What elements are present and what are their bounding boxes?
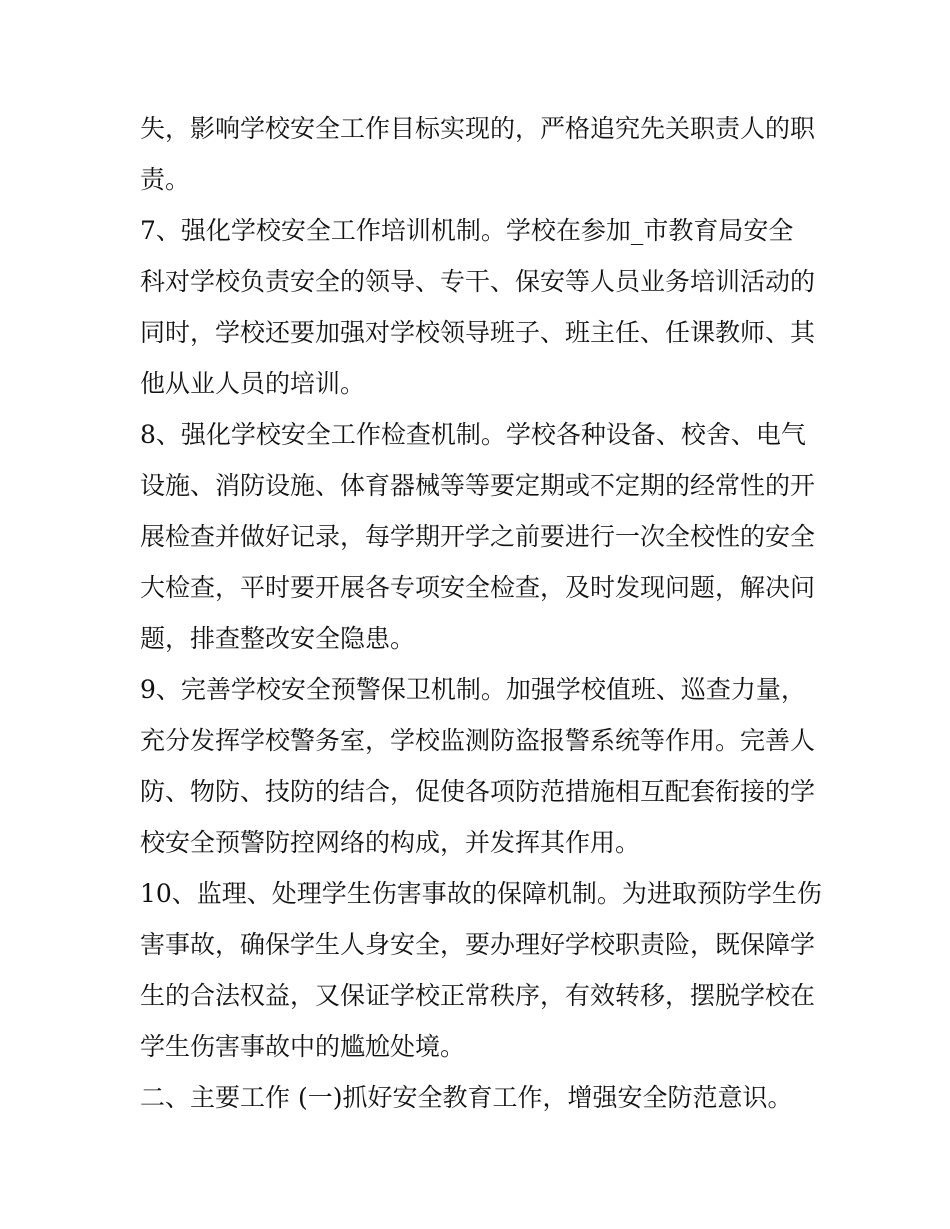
body-text (140, 103, 820, 1123)
text-line: 展检查并做好记录，每学期开学之前要进行一次全校性的安全 (140, 522, 816, 551)
text-line: 二、主要工作 (一)抓好安全教育工作，增强安全防范意识。 (140, 1083, 793, 1112)
text-line: 充分发挥学校警务室，学校监测防盗报警系统等作用。完善人 (140, 726, 816, 755)
text-line: 大检查，平时要开展各专项安全检查，及时发现问题，解决问 (140, 573, 816, 602)
text-line: 他从业人员的培训。 (140, 369, 366, 398)
text-line: 害事故，确保学生人身安全，要办理好学校职责险，既保障学 (140, 930, 816, 959)
text-line: 题，排查整改安全隐患。 (140, 624, 416, 653)
text-line: 7、强化学校安全工作培训机制。学校在参加_市教育局安全 (140, 216, 794, 245)
text-line: 生的合法权益，又保证学校正常秩序，有效转移，摆脱学校在 (140, 981, 816, 1010)
text-line: 同时，学校还要加强对学校领导班子、班主任、任课教师、其 (140, 318, 816, 347)
text-line: 9、完善学校安全预警保卫机制。加强学校值班、巡查力量， (140, 675, 806, 704)
text-line: 8、强化学校安全工作检查机制。学校各种设备、校舍、电气 (140, 420, 806, 449)
text-line: 失，影响学校安全工作目标实现的，严格追究先关职责人的职 (140, 114, 816, 143)
text-line: 科对学校负责安全的领导、专干、保安等人员业务培训活动的 (140, 267, 816, 296)
text-line: 校安全预警防控网络的构成，并发挥其作用。 (140, 828, 641, 857)
text-line: 责。 (140, 165, 191, 194)
text-line: 学生伤害事故中的尴尬处境。 (140, 1032, 466, 1061)
text-line: 10、监理、处理学生伤害事故的保障机制。为进取预防学生伤 (140, 879, 822, 908)
text-line: 防、物防、技防的结合，促使各项防范措施相互配套衔接的学 (140, 777, 816, 806)
text-line: 设施、消防设施、体育器械等等要定期或不定期的经常性的开 (140, 471, 816, 500)
